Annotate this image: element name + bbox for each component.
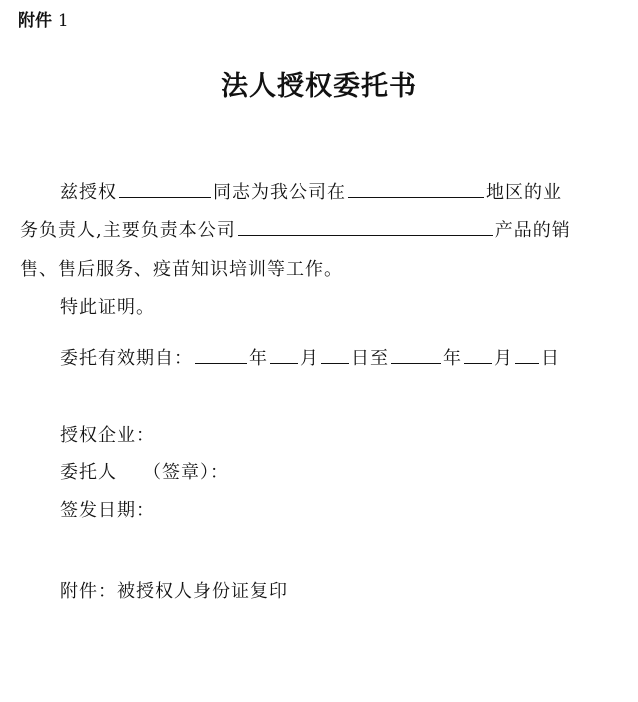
attachment-number: 1 xyxy=(57,11,69,31)
grant-text: 兹授权 xyxy=(60,182,117,203)
product-text: 产品的销 xyxy=(494,220,571,241)
blank-agent-name xyxy=(119,179,211,198)
attachment-label-text: 附件 xyxy=(18,11,52,31)
year-label-1: 年 xyxy=(249,348,268,369)
day-label-2: 日 xyxy=(541,348,560,369)
blank-end-day xyxy=(515,345,539,364)
blank-start-year xyxy=(195,345,247,364)
blank-end-month xyxy=(464,345,492,364)
blank-start-month xyxy=(270,345,298,364)
agent-label: 委托人 xyxy=(60,462,117,483)
seal-label: （签章）： xyxy=(143,462,229,483)
attachment-label xyxy=(18,6,69,31)
blank-product xyxy=(238,217,493,236)
blank-start-day xyxy=(321,345,349,364)
month-label-2: 月 xyxy=(494,348,513,369)
document-title: 法人授权委托书 xyxy=(221,71,417,102)
validity-prefix: 委托有效期自： xyxy=(60,348,193,369)
issue-date: 签发日期： xyxy=(60,500,155,521)
validity-line xyxy=(60,344,560,370)
month-label-1: 月 xyxy=(300,348,319,369)
attachment-note: 附件：被授权人身份证复印 xyxy=(60,581,288,602)
blank-region xyxy=(348,179,484,198)
body-line-3: 售、售后服务、疫苗知识培训等工作。 xyxy=(20,259,343,280)
region-text: 地区的业 xyxy=(486,182,562,203)
agent-signature-line xyxy=(60,458,229,484)
body-line-4: 特此证明。 xyxy=(60,297,155,318)
comrade-text: 同志为我公司在 xyxy=(213,182,346,203)
authorizing-company: 授权企业： xyxy=(60,425,155,446)
responsible-text: 务负责人,主要负责本公司 xyxy=(20,220,236,241)
body-line-2 xyxy=(20,216,571,242)
day-to-label: 日至 xyxy=(351,348,389,369)
body-line-1 xyxy=(60,178,562,204)
blank-end-year xyxy=(391,345,441,364)
year-label-2: 年 xyxy=(443,348,462,369)
